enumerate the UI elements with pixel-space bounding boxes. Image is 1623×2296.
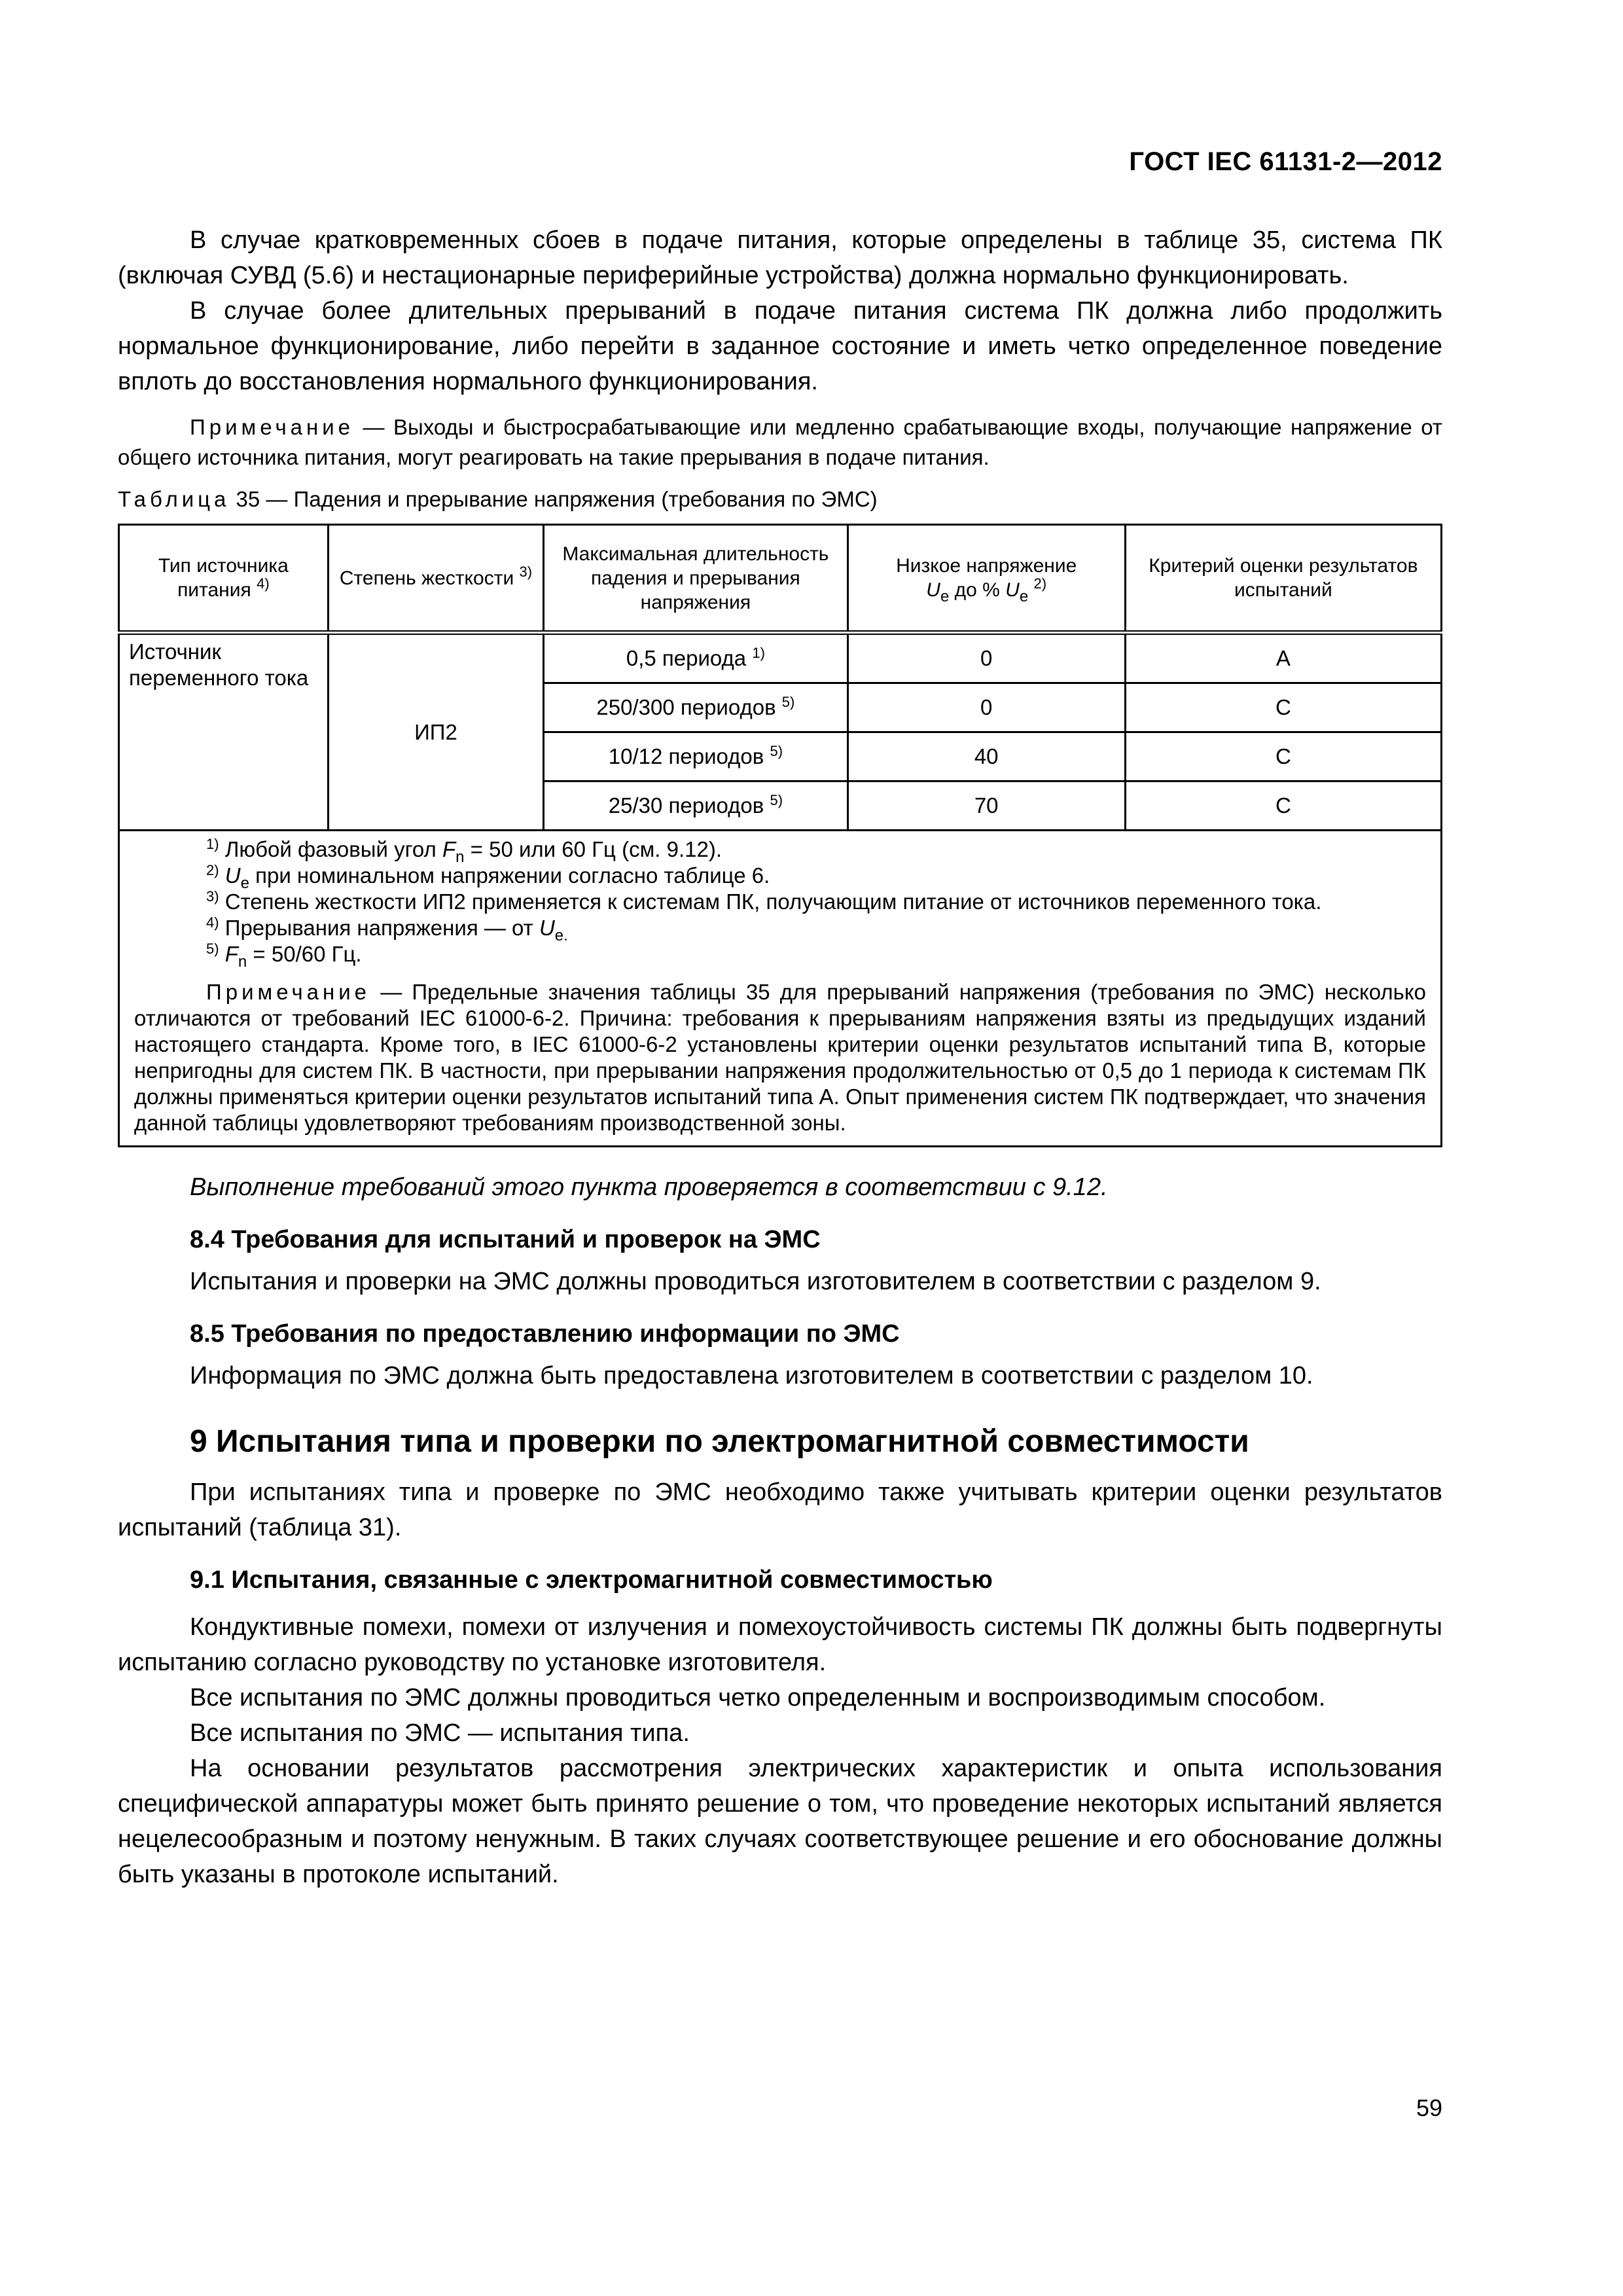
section-9-1-paragraph: Все испытания по ЭМС — испытания типа. (190, 1719, 690, 1747)
table-note: Примечание — Предельные значения таблицы 35 для прерываний напряжения (требования по ЭМС) несколько отличаются от требований IEC 61000-6-2. Причина: требования к прерываниям напряжения взяты из предыдущих изданий настоящего стандарта. Кроме того, в IEC 61000-6-2 установлены критерии оценки результатов испытаний типа B, которые непригодны для систем ПК. В частности, при прерывании напряжения продолжительностью от 0,5 до 1 периода к системам ПК должны применяться критерии оценки результатов испытаний типа A. Опыт применения систем ПК подтверждает, что значения данной таблицы удовлетворяют требованиям производственной зоны. (134, 980, 1426, 1135)
document-header: ГОСТ IEC 61131-2—2012 (1129, 147, 1442, 176)
note-text: — Выходы и быстросрабатывающие или медленно срабатывающие входы, получающие напряжение от общего источника питания, могут реагировать на такие прерывания в подаче питания. (118, 415, 1442, 469)
section-8-4-title: 8.4 Требования для испытаний и проверок на ЭМС (190, 1226, 821, 1253)
cell-source: Источник переменного тока (119, 633, 329, 831)
section-9-title: 9 Испытания типа и проверки по электромагнитной совместимости (190, 1424, 1249, 1459)
section-8-4-text: Испытания и проверки на ЭМС должны проводиться изготовителем в соответствии с разделом 9. (190, 1268, 1321, 1295)
note (118, 412, 1442, 473)
cell-criterion: C (1125, 732, 1441, 781)
cell-voltage: 0 (847, 633, 1125, 683)
footnote-3: $^{3)}$ Степень жесткости ИП2 применяется к системам ПК, получающим питание от источников переменного тока. (206, 888, 1322, 914)
document-page (118, 0, 1442, 2296)
table-row (119, 633, 1442, 683)
cell-duration: 0,5 периода $^{1)}$ (544, 633, 847, 683)
cell-criterion: C (1125, 781, 1441, 831)
header-low-voltage: Низкое напряжение $U_e$ до % $U_e$ $^{2)}$ (847, 525, 1125, 633)
table-caption-text: 35 — Падения и прерывание напряжения (требования по ЭМС) (230, 487, 878, 511)
header-duration: Максимальная длительность падения и прерывания напряжения (544, 525, 847, 633)
section-9-1-title: 9.1 Испытания, связанные с электромагнитной совместимостью (190, 1566, 993, 1594)
verification-text: Выполнение требований этого пункта проверяется в соответствии с 9.12. (190, 1174, 1108, 1201)
table-caption-label: Таблица (118, 487, 230, 511)
table-header-row (119, 525, 1442, 633)
section-9-1-paragraph: Кондуктивные помехи, помехи от излучения и помехоустойчивость системы ПК должны быть подвергнуты испытанию согласно руководству по установке изготовителя. (118, 1613, 1442, 1676)
document-body (118, 223, 1442, 1892)
cell-severity: ИП2 (328, 633, 544, 831)
cell-criterion: A (1125, 633, 1441, 683)
cell-criterion: C (1125, 683, 1441, 732)
section-8-5-text: Информация по ЭМС должна быть предоставлена изготовителем в соответствии с разделом 10. (190, 1362, 1313, 1390)
page-number: 59 (1416, 2094, 1442, 2121)
header-source: Тип источника питания $^{4)}$ (119, 525, 329, 633)
header-severity: Степень жесткости $^{3)}$ (328, 525, 544, 633)
section-9-1-paragraph: Все испытания по ЭМС должны проводиться четко определенным и воспроизводимым способом. (190, 1684, 1326, 1712)
footnote-1: $^{1)}$ Любой фазовый угол $F_n = 50$ или 60 Гц (см. 9.12). (206, 836, 722, 866)
section-9-text: При испытаниях типа и проверке по ЭМС необходимо также учитывать критерии оценки результатов испытаний (таблица 31). (118, 1479, 1442, 1541)
cell-voltage: 40 (847, 732, 1125, 781)
section-9-1-paragraph: На основании результатов рассмотрения электрических характеристик и опыта использования специфической аппаратуры может быть принято решение о том, что проведение некоторых испытаний является нецелесообразным и поэтому ненужным. В таких случаях соответствующее решение и его обоснование должны быть указаны в протоколе испытаний. (118, 1755, 1442, 1888)
footnote-4: $^{4)}$ Прерывания напряжения — от $U_{e.}$ (206, 914, 568, 944)
table-footnotes (119, 831, 1442, 1147)
paragraph: В случае более длительных прерываний в подаче питания система ПК должна либо продолжить нормальное функционирование, либо перейти в заданное состояние и иметь четко определенное поведение вплоть до восстановления нормального функционирования. (118, 297, 1442, 395)
cell-duration: 10/12 периодов $^{5)}$ (544, 732, 847, 781)
cell-duration: 25/30 периодов $^{5)}$ (544, 781, 847, 831)
voltage-dips-table (118, 524, 1442, 1147)
footnote-5: $^{5)}$ $F_n = 50/60$ Гц. (206, 941, 362, 971)
note-label: Примечание (190, 415, 355, 439)
table-footnotes-row (119, 831, 1442, 1147)
table-caption (118, 484, 1442, 514)
footnote-2: $^{2)}$ $U_e$ при номинальном напряжении согласно таблице 6. (206, 862, 770, 892)
cell-duration: 250/300 периодов $^{5)}$ (544, 683, 847, 732)
section-8-5-title: 8.5 Требования по предоставлению информации по ЭМС (190, 1320, 900, 1348)
header-criterion: Критерий оценки результатов испытаний (1125, 525, 1441, 633)
paragraph: В случае кратковременных сбоев в подаче питания, которые определены в таблице 35, система ПК (включая СУВД (5.6) и нестационарные периферийные устройства) должна нормально функционировать. (118, 226, 1442, 289)
cell-voltage: 70 (847, 781, 1125, 831)
cell-voltage: 0 (847, 683, 1125, 732)
